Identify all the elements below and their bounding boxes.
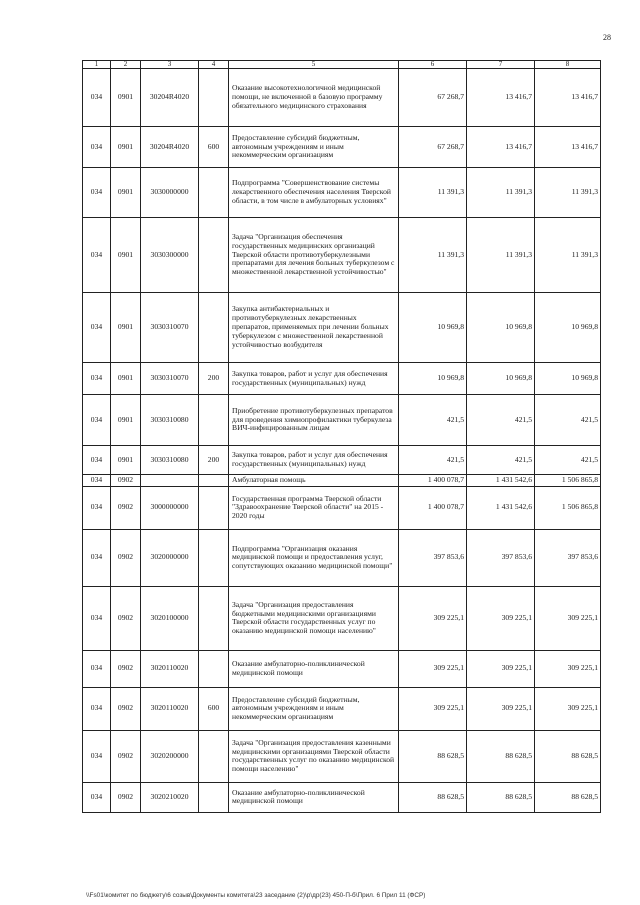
header-cell: 8 [535,61,601,69]
table-row [83,486,601,529]
target-article-cell: 3030310070 [141,363,199,395]
amount-col8-cell: 10 969,8 [535,293,601,363]
amount-col6-cell: 10 969,8 [399,363,467,395]
amount-col7-cell: 11 391,3 [467,168,535,218]
table-row [83,446,601,475]
amount-col6-cell: 11 391,3 [399,168,467,218]
amount-col8-cell: 11 391,3 [535,168,601,218]
target-article-cell: 3030310080 [141,446,199,475]
table-row [83,730,601,782]
description-cell: Оказание высокотехнологичной медицинской помощи, не включенной в базовую программу обязательного медицинского страхования [229,69,399,127]
section-code-cell: 0902 [111,782,141,812]
table-row [83,168,601,218]
header-cell: 3 [141,61,199,69]
target-article-cell: 3030300000 [141,218,199,293]
section-code-cell: 0902 [111,529,141,586]
expense-type-cell [199,293,229,363]
expense-type-cell [199,475,229,487]
amount-col8-cell: 309 225,1 [535,650,601,687]
section-code-cell: 0902 [111,486,141,529]
target-article-cell: 3030000000 [141,168,199,218]
amount-col7-cell: 309 225,1 [467,650,535,687]
ministry-code-cell: 034 [83,486,111,529]
header-cell: 6 [399,61,467,69]
ministry-code-cell: 034 [83,363,111,395]
amount-col7-cell: 397 853,6 [467,529,535,586]
page-number: 28 [603,33,611,42]
target-article-cell: 3020100000 [141,586,199,650]
amount-col8-cell: 13 416,7 [535,69,601,127]
description-cell: Задача "Организация предоставления бюджетными медицинскими организациями Тверской области государственных услуг по оказанию медицинской помощи населению" [229,586,399,650]
expense-type-cell [199,69,229,127]
expense-type-cell: 600 [199,687,229,730]
target-article-cell: 3020000000 [141,529,199,586]
table-row [83,293,601,363]
amount-col6-cell: 11 391,3 [399,218,467,293]
header-cell: 1 [83,61,111,69]
description-cell: Подпрограмма "Совершенствование системы лекарственного обеспечения населения Тверской области, в том числе в амбулаторных условиях" [229,168,399,218]
section-code-cell: 0901 [111,293,141,363]
description-cell: Задача "Организация обеспечения государственных медицинских организаций Тверской области противотуберкулезными препаратами для лечения больных туберкулезом с множественной лекарственной устойчивостью" [229,218,399,293]
amount-col8-cell: 88 628,5 [535,782,601,812]
target-article-cell: 3020110020 [141,650,199,687]
amount-col6-cell: 88 628,5 [399,730,467,782]
header-cell: 2 [111,61,141,69]
ministry-code-cell: 034 [83,529,111,586]
amount-col6-cell: 309 225,1 [399,586,467,650]
ministry-code-cell: 034 [83,586,111,650]
ministry-code-cell: 034 [83,650,111,687]
section-code-cell: 0901 [111,218,141,293]
amount-col7-cell: 11 391,3 [467,218,535,293]
ministry-code-cell: 034 [83,687,111,730]
expense-type-cell [199,782,229,812]
expense-type-cell [199,486,229,529]
expense-type-cell: 600 [199,127,229,168]
amount-col7-cell: 13 416,7 [467,127,535,168]
amount-col8-cell: 10 969,8 [535,363,601,395]
budget-table [82,60,601,813]
target-article-cell [141,475,199,487]
amount-col7-cell: 13 416,7 [467,69,535,127]
amount-col8-cell: 13 416,7 [535,127,601,168]
section-code-cell: 0902 [111,687,141,730]
table-row [83,586,601,650]
description-cell: Подпрограмма "Организация оказания медицинской помощи и предоставления услуг, сопутствующих оказанию медицинской помощи" [229,529,399,586]
amount-col8-cell: 397 853,6 [535,529,601,586]
amount-col8-cell: 309 225,1 [535,687,601,730]
section-code-cell: 0902 [111,586,141,650]
amount-col6-cell: 1 400 078,7 [399,486,467,529]
section-code-cell: 0901 [111,395,141,446]
amount-col6-cell: 67 268,7 [399,127,467,168]
target-article-cell: 3020210020 [141,782,199,812]
description-cell: Закупка товаров, работ и услуг для обеспечения государственных (муниципальных) нужд [229,363,399,395]
table-row [83,650,601,687]
description-cell: Оказание амбулаторно-поликлинической медицинской помощи [229,782,399,812]
ministry-code-cell: 034 [83,69,111,127]
amount-col8-cell: 309 225,1 [535,586,601,650]
header-row [83,61,601,69]
table-row [83,127,601,168]
description-cell: Закупка антибактериальных и противотуберкулезных лекарственных препаратов, применяемых при лечении больных туберкулезом с множественной лекарственной устойчивостью возбудителя [229,293,399,363]
amount-col7-cell: 421,5 [467,395,535,446]
expense-type-cell [199,529,229,586]
target-article-cell: 3020200000 [141,730,199,782]
amount-col7-cell: 309 225,1 [467,586,535,650]
amount-col8-cell: 1 506 865,8 [535,486,601,529]
table-row [83,475,601,487]
description-cell: Государственная программа Тверской области "Здравоохранение Тверской области" на 2015 - 2020 годы [229,486,399,529]
expense-type-cell [199,730,229,782]
amount-col7-cell: 88 628,5 [467,730,535,782]
expense-type-cell: 200 [199,446,229,475]
section-code-cell: 0901 [111,363,141,395]
amount-col7-cell: 88 628,5 [467,782,535,812]
expense-type-cell [199,218,229,293]
header-cell: 4 [199,61,229,69]
description-cell: Амбулаторная помощь [229,475,399,487]
amount-col7-cell: 10 969,8 [467,293,535,363]
expense-type-cell [199,168,229,218]
amount-col6-cell: 421,5 [399,395,467,446]
header-cell: 7 [467,61,535,69]
table-row [83,218,601,293]
section-code-cell: 0901 [111,168,141,218]
ministry-code-cell: 034 [83,730,111,782]
description-cell: Оказание амбулаторно-поликлинической медицинской помощи [229,650,399,687]
expense-type-cell [199,395,229,446]
table-row [83,69,601,127]
expense-type-cell: 200 [199,363,229,395]
amount-col7-cell: 1 431 542,6 [467,486,535,529]
ministry-code-cell: 034 [83,395,111,446]
amount-col8-cell: 88 628,5 [535,730,601,782]
amount-col6-cell: 1 400 078,7 [399,475,467,487]
table-row [83,363,601,395]
file-path-footer: \\Fs01\комитет по бюджету\6 созыв\Документы комитета\23 заседание (2)\р\др(23) 450-П-б\Прил. 6 Прил 11 (ФСР) [86,892,426,899]
target-article-cell: 30204R4020 [141,127,199,168]
amount-col6-cell: 309 225,1 [399,687,467,730]
amount-col8-cell: 1 506 865,8 [535,475,601,487]
target-article-cell: 3000000000 [141,486,199,529]
amount-col7-cell: 421,5 [467,446,535,475]
target-article-cell: 3030310080 [141,395,199,446]
target-article-cell: 3030310070 [141,293,199,363]
header-cell: 5 [229,61,399,69]
expense-type-cell [199,650,229,687]
amount-col6-cell: 67 268,7 [399,69,467,127]
table-row [83,782,601,812]
amount-col7-cell: 10 969,8 [467,363,535,395]
amount-col6-cell: 421,5 [399,446,467,475]
amount-col7-cell: 309 225,1 [467,687,535,730]
section-code-cell: 0902 [111,730,141,782]
target-article-cell: 3020110020 [141,687,199,730]
ministry-code-cell: 034 [83,293,111,363]
description-cell: Предоставление субсидий бюджетным, автономным учреждениям и иным некоммерческим организациям [229,127,399,168]
amount-col6-cell: 397 853,6 [399,529,467,586]
amount-col8-cell: 421,5 [535,395,601,446]
amount-col6-cell: 309 225,1 [399,650,467,687]
section-code-cell: 0902 [111,475,141,487]
table-row [83,395,601,446]
ministry-code-cell: 034 [83,127,111,168]
section-code-cell: 0901 [111,446,141,475]
amount-col8-cell: 11 391,3 [535,218,601,293]
ministry-code-cell: 034 [83,782,111,812]
section-code-cell: 0901 [111,127,141,168]
ministry-code-cell: 034 [83,218,111,293]
ministry-code-cell: 034 [83,475,111,487]
ministry-code-cell: 034 [83,168,111,218]
section-code-cell: 0902 [111,650,141,687]
amount-col6-cell: 10 969,8 [399,293,467,363]
description-cell: Задача "Организация предоставления казенными медицинскими организациями Тверской области государственных услуг по оказанию медицинской помощи населению" [229,730,399,782]
target-article-cell: 30204R4020 [141,69,199,127]
amount-col7-cell: 1 431 542,6 [467,475,535,487]
description-cell: Предоставление субсидий бюджетным, автономным учреждениям и иным некоммерческим организациям [229,687,399,730]
table-row [83,687,601,730]
description-cell: Закупка товаров, работ и услуг для обеспечения государственных (муниципальных) нужд [229,446,399,475]
table-row [83,529,601,586]
amount-col6-cell: 88 628,5 [399,782,467,812]
description-cell: Приобретение противотуберкулезных препаратов для проведения химиопрофилактики туберкулеза ВИЧ-инфицированным лицам [229,395,399,446]
amount-col8-cell: 421,5 [535,446,601,475]
ministry-code-cell: 034 [83,446,111,475]
section-code-cell: 0901 [111,69,141,127]
expense-type-cell [199,586,229,650]
